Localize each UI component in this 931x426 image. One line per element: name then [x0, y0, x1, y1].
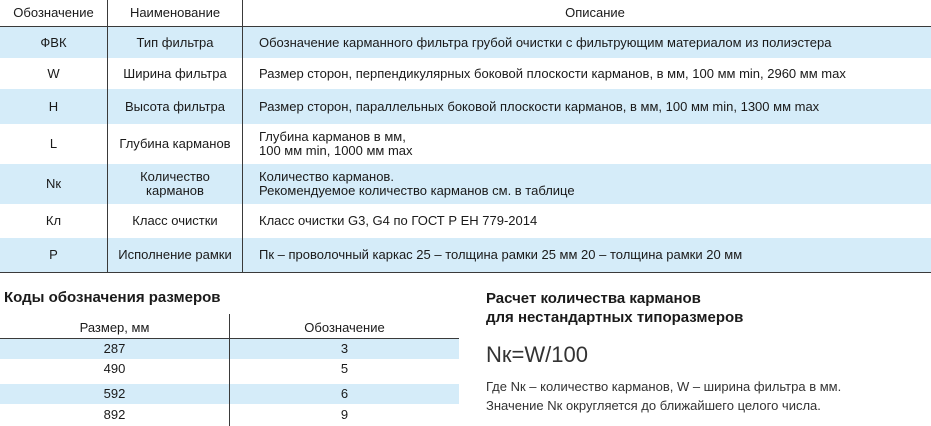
row-description-line: Количество карманов. [259, 169, 394, 184]
table-row [0, 124, 931, 164]
table-row [0, 238, 931, 272]
calc-title-line: Расчет количества карманов [486, 290, 701, 307]
table-row [0, 164, 931, 204]
row-description: Размер сторон, перпендикулярных боковой плоскости карманов, в мм, 100 мм min, 2960 мм max [259, 65, 846, 81]
size-code: 9 [340, 407, 349, 422]
row-code: H [48, 98, 59, 114]
calc-formula: Nк=W/100 [486, 342, 588, 367]
size-code: 6 [340, 386, 349, 401]
row-description: Обозначение карманного фильтра грубой очистки с фильтрующим материалом из полиэстера [259, 34, 832, 50]
size-value: 892 [103, 407, 126, 422]
size-value: 592 [103, 386, 126, 401]
calc-note [486, 377, 931, 415]
calc-note-line: Значение Nк округляется до ближайшего целого числа. [486, 398, 821, 413]
table-bottom-rule [0, 272, 931, 273]
row-description: Пк – проволочный каркас 25 – толщина рамки 25 мм 20 – толщина рамки 20 мм [259, 247, 743, 262]
row-name: Ширина фильтра [123, 65, 227, 81]
row-code: W [47, 65, 60, 81]
row-description-line: 100 мм min, 1000 мм max [259, 143, 413, 158]
row-code: P [49, 247, 58, 262]
table-row [0, 58, 931, 89]
row-description-line: Глубина карманов в мм, [259, 129, 406, 144]
calc-title [486, 289, 906, 327]
header-designation: Обозначение [13, 5, 94, 20]
calc-title-line: для нестандартных типоразмеров [486, 309, 744, 326]
size-codes-column-divider [229, 314, 230, 426]
row-code: Nк [45, 176, 62, 191]
size-code: 3 [340, 341, 349, 356]
row-name: Тип фильтра [136, 34, 214, 50]
row-name: Высота фильтра [125, 98, 225, 114]
size-value: 287 [103, 341, 126, 356]
row-name: Исполнение рамки [118, 247, 232, 262]
row-description [259, 124, 931, 164]
header-description: Описание [565, 5, 625, 20]
header-name: Наименование [129, 5, 221, 20]
size-code: 5 [340, 361, 349, 376]
size-codes-title: Коды обозначения размеров [4, 289, 221, 306]
row-description [259, 164, 931, 204]
table-row [0, 89, 931, 124]
column-divider [107, 0, 108, 272]
row-description-line: Рекомендуемое количество карманов см. в таблице [259, 183, 575, 198]
calc-note-line: Где Nк – количество карманов, W – ширина фильтра в мм. [486, 379, 842, 394]
row-code: ФВК [40, 34, 67, 50]
size-codes-header-size: Размер, мм [79, 320, 150, 335]
row-name: Глубина карманов [119, 136, 231, 151]
row-description: Класс очистки G3, G4 по ГОСТ Р ЕН 779-2014 [259, 213, 538, 228]
column-divider [242, 0, 243, 272]
row-code: L [49, 136, 58, 151]
row-name: Количество карманов [140, 169, 210, 198]
table-row [0, 27, 931, 58]
row-description: Размер сторон, параллельных боковой плоскости карманов, в мм, 100 мм min, 1300 мм max [259, 98, 820, 114]
row-name: Класс очистки [132, 213, 218, 228]
row-code: Кл [45, 213, 62, 228]
size-value: 490 [103, 361, 126, 376]
table-row [0, 204, 931, 238]
size-codes-header-code: Обозначение [304, 320, 385, 335]
